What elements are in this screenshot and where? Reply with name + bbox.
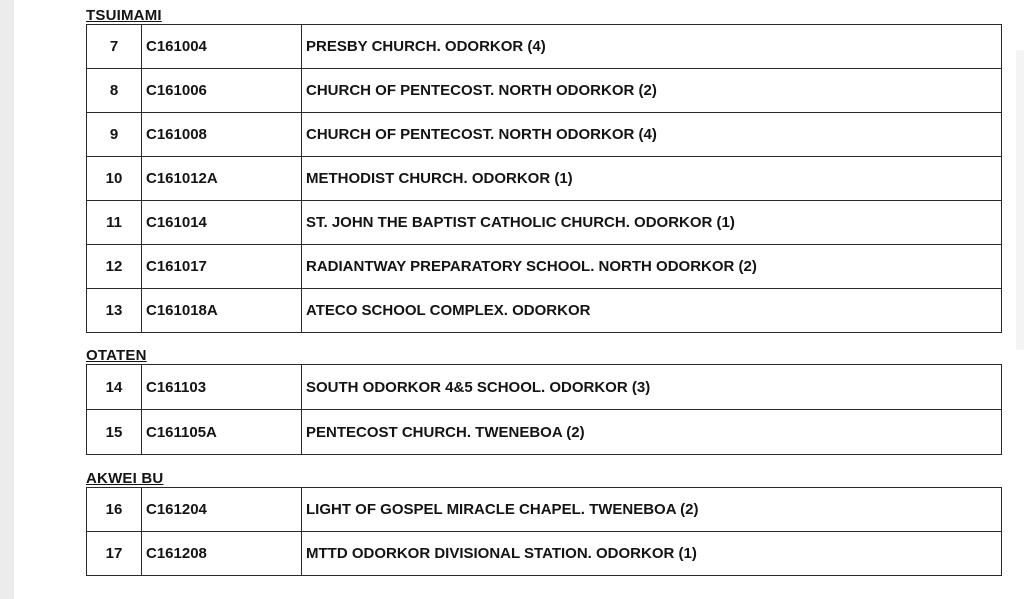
table-row xyxy=(87,25,1002,69)
table-row xyxy=(87,201,1002,245)
station-code: C161012A xyxy=(142,157,302,201)
station-name: PRESBY CHURCH. ODORKOR (4) xyxy=(302,25,1002,69)
station-name: SOUTH ODORKOR 4&5 SCHOOL. ODORKOR (3) xyxy=(302,365,1002,410)
table-tsuimami xyxy=(86,24,1002,333)
station-code: C161103 xyxy=(142,365,302,410)
table-otaten xyxy=(86,364,1002,455)
station-name: MTTD ODORKOR DIVISIONAL STATION. ODORKOR (1) xyxy=(302,532,1002,576)
document-page xyxy=(14,0,1024,599)
row-number: 9 xyxy=(87,113,142,157)
row-number: 10 xyxy=(87,157,142,201)
station-name: CHURCH OF PENTECOST. NORTH ODORKOR (2) xyxy=(302,69,1002,113)
station-code: C161208 xyxy=(142,532,302,576)
row-number: 13 xyxy=(87,289,142,333)
table-row xyxy=(87,289,1002,333)
station-code: C161204 xyxy=(142,488,302,532)
station-name: PENTECOST CHURCH. TWENEBOA (2) xyxy=(302,410,1002,455)
station-name: CHURCH OF PENTECOST. NORTH ODORKOR (4) xyxy=(302,113,1002,157)
table-akwei-bu xyxy=(86,487,1002,576)
station-code: C161105A xyxy=(142,410,302,455)
row-number: 17 xyxy=(87,532,142,576)
row-number: 8 xyxy=(87,69,142,113)
station-name: RADIANTWAY PREPARATORY SCHOOL. NORTH ODORKOR (2) xyxy=(302,245,1002,289)
station-code: C161004 xyxy=(142,25,302,69)
station-code: C161014 xyxy=(142,201,302,245)
table-row xyxy=(87,69,1002,113)
section-title-otaten: OTATEN xyxy=(86,347,147,364)
station-name: LIGHT OF GOSPEL MIRACLE CHAPEL. TWENEBOA (2) xyxy=(302,488,1002,532)
row-number: 14 xyxy=(87,365,142,410)
row-number: 7 xyxy=(87,25,142,69)
row-number: 12 xyxy=(87,245,142,289)
page-edge-shadow xyxy=(1016,50,1024,350)
table-row xyxy=(87,245,1002,289)
section-title-tsuimami: TSUIMAMI xyxy=(86,7,162,24)
table-row xyxy=(87,410,1002,455)
station-code: C161006 xyxy=(142,69,302,113)
section-title-akwei-bu: AKWEI BU xyxy=(86,470,164,487)
table-row xyxy=(87,365,1002,410)
station-name: METHODIST CHURCH. ODORKOR (1) xyxy=(302,157,1002,201)
station-code: C161008 xyxy=(142,113,302,157)
table-row xyxy=(87,157,1002,201)
table-row xyxy=(87,113,1002,157)
table-row xyxy=(87,488,1002,532)
row-number: 16 xyxy=(87,488,142,532)
station-name: ST. JOHN THE BAPTIST CATHOLIC CHURCH. ODORKOR (1) xyxy=(302,201,1002,245)
station-code: C161017 xyxy=(142,245,302,289)
station-name: ATECO SCHOOL COMPLEX. ODORKOR xyxy=(302,289,1002,333)
station-code: C161018A xyxy=(142,289,302,333)
row-number: 15 xyxy=(87,410,142,455)
table-row xyxy=(87,532,1002,576)
row-number: 11 xyxy=(87,201,142,245)
